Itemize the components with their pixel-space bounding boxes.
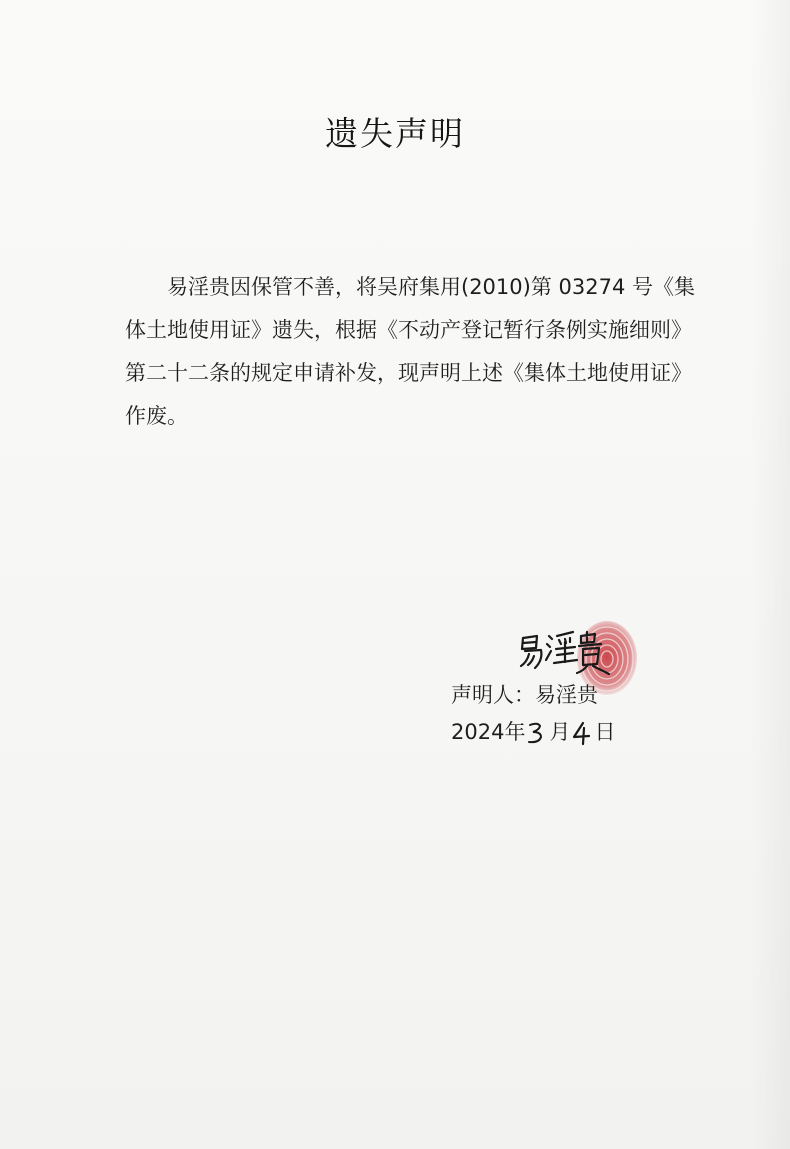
declarant-line: 声明人：易淫贵	[451, 683, 598, 707]
date-month	[525, 720, 549, 746]
declaration-body	[125, 266, 695, 438]
date-year: 2024	[451, 720, 505, 744]
date-month-unit: 月	[549, 720, 571, 744]
date-year-unit: 年	[504, 720, 526, 744]
page-edge-shadow	[750, 0, 790, 1149]
declaration-paragraph: 易淫贵因保管不善，将吴府集用(2010)第 03274 号《集体土地使用证》遗失，根据《不动产登记暂行条例实施细则》第二十二条的规定申请补发，现声明上述《集体土地使用证》作废。	[125, 275, 695, 428]
date-day	[570, 720, 594, 746]
declaration-date	[451, 716, 615, 746]
document-title: 遗失声明	[325, 114, 465, 153]
date-day-unit: 日	[594, 720, 616, 744]
handwritten-signature-icon	[515, 624, 615, 676]
